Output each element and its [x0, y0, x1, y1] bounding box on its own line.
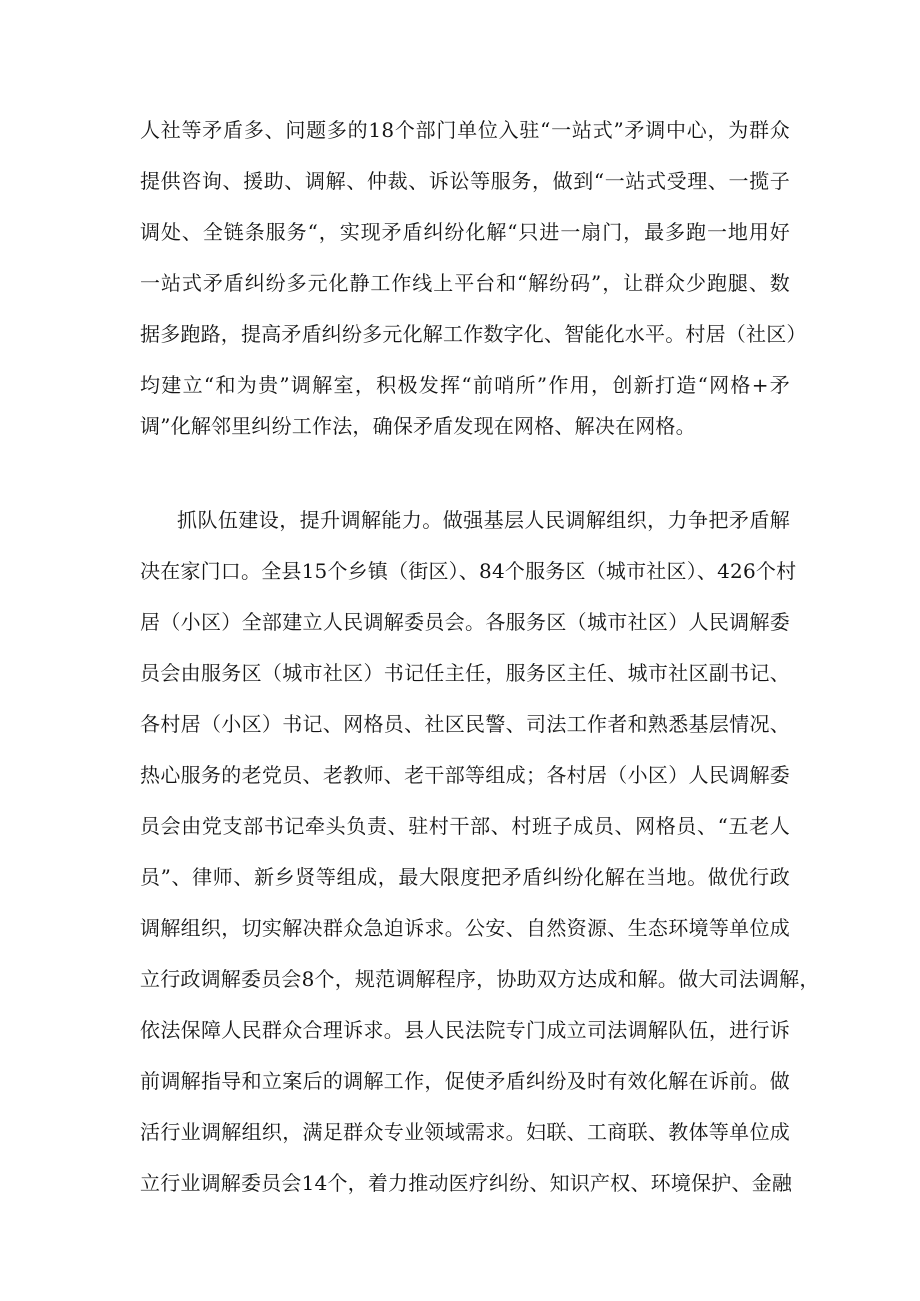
paragraph-line: 抓队伍建设，提升调解能力。做强基层人民调解组织，力争把矛盾解	[177, 508, 790, 532]
paragraph-line: 一站式矛盾纠纷多元化静工作线上平台和“解纷码”，让群众少跑腿、数	[140, 271, 790, 295]
paragraph-line: 立行政调解委员会8个，规范调解程序，协助双方达成和解。做大司法调解，	[140, 967, 820, 991]
paragraph-line: 人社等矛盾多、问题多的18个部门单位入驻“一站式”矛调中心，为群众	[140, 118, 790, 142]
paragraph-line: 各村居（小区）书记、网格员、社区民警、司法工作者和熟悉基层情况、	[140, 712, 790, 736]
paragraph-line: 调解组织，切实解决群众急迫诉求。公安、自然资源、生态环境等单位成	[140, 916, 790, 940]
paragraph-line: 调处、全链条服务“，实现矛盾纠纷化解“只进一扇门，最多跑一地用好	[140, 220, 790, 244]
paragraph-line: 热心服务的老党员、老教师、老干部等组成；各村居（小区）人民调解委	[140, 763, 790, 787]
paragraph-line: 立行业调解委员会14个，着力推动医疗纠纷、知识产权、环境保护、金融	[140, 1171, 793, 1195]
paragraph-line: 前调解指导和立案后的调解工作，促使矛盾纠纷及时有效化解在诉前。做	[140, 1069, 790, 1093]
paragraph-line: 决在家门口。全县15个乡镇（街区）、84个服务区（城市社区）、426个村	[140, 559, 797, 583]
paragraph-line: 员会由党支部书记牵头负责、驻村干部、村班子成员、网格员、“五老人	[140, 814, 790, 838]
paragraph-line: 均建立“和为贵”调解室，积极发挥“前哨所”作用，创新打造“网格+矛	[140, 373, 790, 397]
paragraph-line: 提供咨询、援助、调解、仲裁、诉讼等服务，做到“一站式受理、一揽子	[140, 169, 790, 193]
paragraph-line: 员”、律师、新乡贤等组成，最大限度把矛盾纠纷化解在当地。做优行政	[140, 865, 790, 889]
paragraph-line: 依法保障人民群众合理诉求。县人民法院专门成立司法调解队伍，进行诉	[140, 1018, 790, 1042]
paragraph-line: 调”化解邻里纠纷工作法，确保矛盾发现在网格、解决在网格。	[140, 414, 696, 438]
paragraph-line: 员会由服务区（城市社区）书记任主任，服务区主任、城市社区副书记、	[140, 661, 790, 685]
paragraph-line: 活行业调解组织，满足群众专业领域需求。妇联、工商联、教体等单位成	[140, 1120, 790, 1144]
paragraph-line: 居（小区）全部建立人民调解委员会。各服务区（城市社区）人民调解委	[140, 610, 790, 634]
paragraph-line: 据多跑路，提高矛盾纠纷多元化解工作数字化、智能化水平。村居（社区）	[140, 322, 807, 346]
